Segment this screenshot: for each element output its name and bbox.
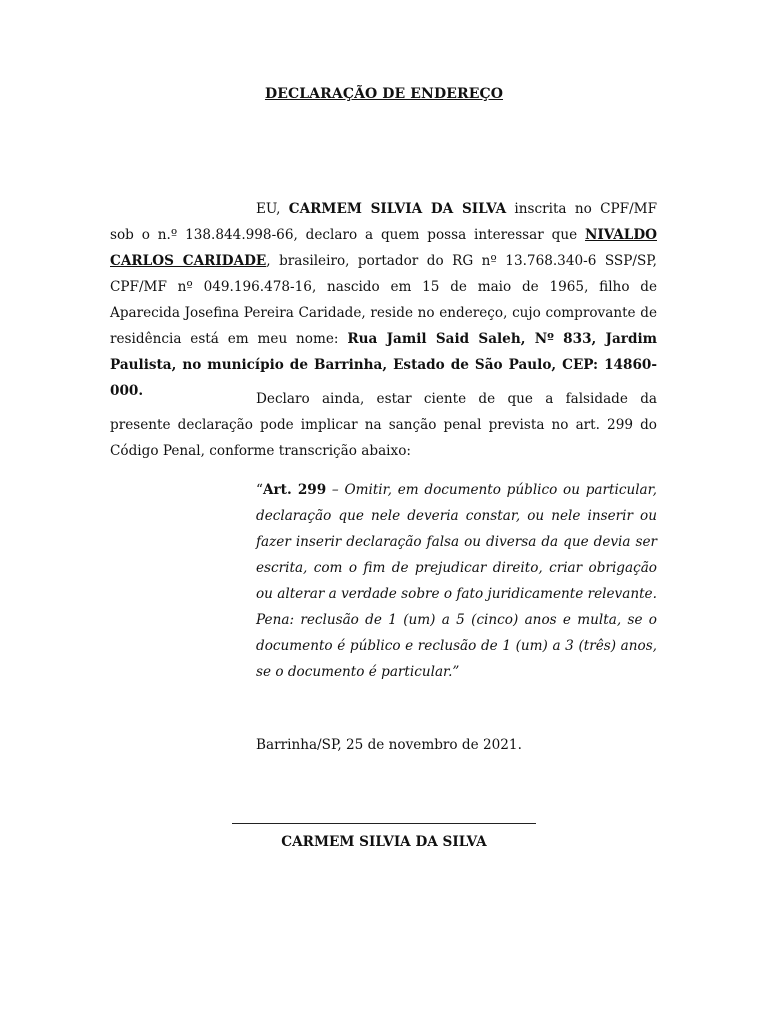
signature-name: CARMEM SILVIA DA SILVA bbox=[281, 834, 487, 850]
quote-penalty: Pena: reclusão de 1 (um) a 5 (cinco) anos e multa, se o documento é público e reclusão de 1 (um) a 3 (três) anos, se o documento é particular.” bbox=[256, 612, 657, 680]
declaration-text-b: , brasileiro, portador do RG nº 13.768.340-6 SSP/SP, CPF/MF nº 049.196.478-16, nascido em 15 de maio de 1965, filho de Aparecida Josefina Pereira Caridade, reside no endereço, cujo comprovante de residência está em meu nome: bbox=[110, 253, 657, 347]
subject-name: NIVALDO CARLOS CARIDADE bbox=[110, 227, 657, 269]
quote-open-mark: “ bbox=[256, 482, 263, 498]
declaration-paragraph bbox=[110, 196, 657, 404]
declaration-text-a: inscrita no CPF/MF sob o n.º 138.844.998-66, declaro a quem possa interessar que bbox=[110, 201, 658, 243]
article-number: Art. 299 bbox=[262, 482, 327, 498]
opening-text: EU, bbox=[256, 201, 289, 217]
document-title: DECLARAÇÃO DE ENDEREÇO bbox=[264, 86, 504, 102]
quote-article bbox=[256, 477, 657, 607]
legal-quote bbox=[256, 477, 657, 685]
address-text: Rua Jamil Said Saleh, Nº 833, Jardim Paulista, no município de Barrinha, Estado de São Paulo, CEP: 14860-000. bbox=[110, 331, 657, 399]
declarant-name: CARMEM SILVIA DA SILVA bbox=[288, 201, 507, 217]
signature-line bbox=[232, 823, 536, 824]
date-line: Barrinha/SP, 25 de novembro de 2021. bbox=[256, 737, 522, 753]
awareness-paragraph: Declaro ainda, estar ciente de que a falsidade da presente declaração pode implicar na sanção penal prevista no art. 299 do Código Penal, conforme transcrição abaixo: bbox=[110, 391, 657, 459]
article-text: – Omitir, em documento público ou particular, declaração que nele deveria constar, ou nele inserir ou fazer inserir declaração falsa ou diversa da que devia ser escrita, com o fim de prejudicar direito, criar obrigação ou alterar a verdade sobre o fato juridicamente relevante. bbox=[256, 482, 657, 602]
